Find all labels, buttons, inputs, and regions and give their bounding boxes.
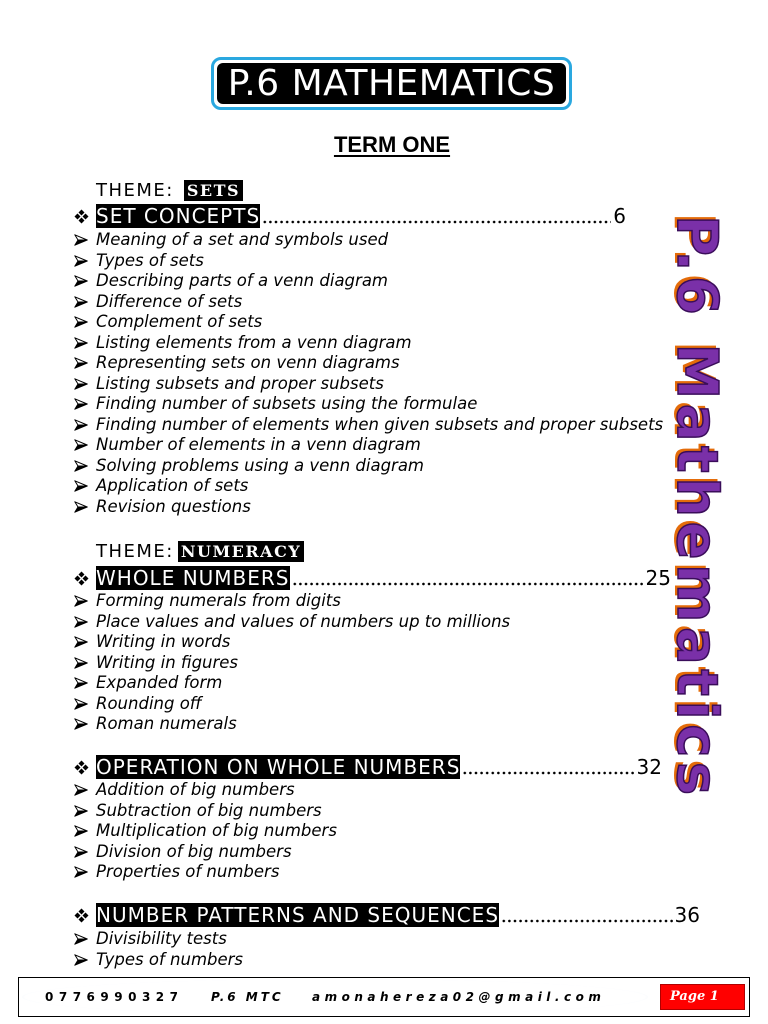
item-text: Types of numbers <box>96 949 244 969</box>
arrowhead-bullet-icon <box>74 636 88 648</box>
page-title: P.6 MATHEMATICS <box>227 62 556 104</box>
item-text: Number of elements in a venn diagram <box>96 435 421 454</box>
list-item <box>74 862 337 883</box>
list-item <box>74 476 663 497</box>
arrowhead-bullet-icon <box>74 419 88 431</box>
item-text: Forming numerals from digits <box>96 591 341 610</box>
diamond-bullet-icon <box>74 571 89 586</box>
arrowhead-bullet-icon <box>74 954 88 966</box>
list-item <box>74 374 663 395</box>
page-badge <box>660 984 745 1010</box>
list-item <box>74 271 663 292</box>
list-item <box>74 780 337 801</box>
item-text: Revision questions <box>96 496 251 516</box>
arrowhead-bullet-icon <box>74 398 88 410</box>
page-badge-label: Page 1 <box>670 989 719 1004</box>
topic-list <box>74 929 243 970</box>
arrowhead-bullet-icon <box>74 460 88 472</box>
arrowhead-bullet-icon <box>74 805 88 817</box>
item-text: Writing in figures <box>96 652 239 672</box>
theme-name: SETS <box>184 180 243 201</box>
theme-label: THEME: <box>96 540 174 562</box>
title-background <box>217 63 566 104</box>
side-banner: P.6 Mathematics <box>664 215 729 800</box>
item-text: Difference of sets <box>96 291 243 311</box>
arrowhead-bullet-icon <box>74 316 88 328</box>
arrowhead-bullet-icon <box>74 439 88 451</box>
item-text: Types of sets <box>96 250 204 270</box>
arrowhead-bullet-icon <box>74 677 88 689</box>
item-text: Complement of sets <box>96 312 263 331</box>
section-heading <box>74 566 671 590</box>
arrowhead-bullet-icon <box>74 933 88 945</box>
heading-label: OPERATION ON WHOLE NUMBERS <box>96 755 461 779</box>
arrowhead-bullet-icon <box>74 275 88 287</box>
list-item <box>74 694 510 715</box>
arrowhead-bullet-icon <box>74 616 88 628</box>
section-heading <box>74 903 700 927</box>
item-text: Addition of big numbers <box>96 780 295 799</box>
theme-name: NUMERACY <box>178 541 304 562</box>
arrowhead-bullet-icon <box>74 501 88 513</box>
item-text: Finding number of elements when given subsets and proper subsets <box>96 414 664 434</box>
term-heading-text: TERM ONE <box>333 132 451 157</box>
item-text: Writing in words <box>96 632 231 651</box>
arrowhead-bullet-icon <box>74 718 88 730</box>
item-text: Describing parts of a venn diagram <box>96 271 388 290</box>
item-text: Division of big numbers <box>96 841 292 861</box>
item-text: Listing subsets and proper subsets <box>96 373 384 393</box>
page-number: 25 <box>645 566 671 590</box>
list-item <box>74 821 337 842</box>
section-heading <box>74 204 626 228</box>
list-item <box>74 394 663 415</box>
arrowhead-bullet-icon <box>74 698 88 710</box>
arrowhead-bullet-icon <box>74 825 88 837</box>
footer <box>18 977 750 1017</box>
list-item <box>74 591 510 612</box>
diamond-bullet-icon <box>74 908 89 923</box>
list-item <box>74 950 243 971</box>
list-item <box>74 801 337 822</box>
arrowhead-bullet-icon <box>74 255 88 267</box>
item-text: Subtraction of big numbers <box>96 800 322 820</box>
topic-list <box>74 780 337 883</box>
leader-dots <box>462 771 634 775</box>
list-item <box>74 842 337 863</box>
diamond-bullet-icon <box>74 760 89 775</box>
theme-label: THEME: <box>96 179 174 201</box>
list-item <box>74 653 510 674</box>
leader-dots <box>501 919 673 923</box>
item-text: Solving problems using a venn diagram <box>96 455 425 475</box>
theme-line <box>96 177 243 203</box>
section-heading <box>74 755 662 779</box>
title-box <box>211 57 572 110</box>
diamond-bullet-icon <box>74 209 89 224</box>
item-text: Multiplication of big numbers <box>96 821 337 840</box>
item-text: Meaning of a set and symbols used <box>96 230 389 249</box>
heading-label: SET CONCEPTS <box>96 204 261 228</box>
arrowhead-bullet-icon <box>74 784 88 796</box>
leader-dots <box>262 220 611 224</box>
item-text: Expanded form <box>96 673 223 692</box>
arrowhead-bullet-icon <box>74 480 88 492</box>
list-item <box>74 333 663 354</box>
arrowhead-bullet-icon <box>74 657 88 669</box>
item-text: Rounding off <box>96 693 202 713</box>
list-item <box>74 612 510 633</box>
list-item <box>74 456 663 477</box>
list-item <box>74 415 663 436</box>
list-item <box>74 714 510 735</box>
list-item <box>74 435 663 456</box>
arrowhead-bullet-icon <box>74 846 88 858</box>
arrowhead-bullet-icon <box>74 595 88 607</box>
arrowhead-bullet-icon <box>74 234 88 246</box>
arrowhead-bullet-icon <box>74 866 88 878</box>
theme-line <box>96 538 304 564</box>
footer-email: amonahereza02@gmail.com <box>312 990 606 1004</box>
topic-list <box>74 230 663 517</box>
leader-dots <box>292 582 644 586</box>
item-text: Divisibility tests <box>96 929 227 948</box>
list-item <box>74 251 663 272</box>
item-text: Roman numerals <box>96 714 237 733</box>
item-text: Application of sets <box>96 476 249 495</box>
heading-label: WHOLE NUMBERS <box>96 566 290 590</box>
topic-list <box>74 591 510 735</box>
arrowhead-bullet-icon <box>74 296 88 308</box>
page-number: 32 <box>636 755 662 779</box>
arrowhead-bullet-icon <box>74 378 88 390</box>
item-text: Representing sets on venn diagrams <box>96 353 400 372</box>
arrowhead-bullet-icon <box>74 357 88 369</box>
term-heading <box>292 131 492 159</box>
heading-label: NUMBER PATTERNS AND SEQUENCES <box>96 903 500 927</box>
page-number: 36 <box>674 903 700 927</box>
list-item <box>74 673 510 694</box>
footer-phone: 0776990327 <box>45 990 184 1004</box>
list-item <box>74 632 510 653</box>
item-text: Listing elements from a venn diagram <box>96 332 412 352</box>
page-number: 6 <box>613 204 626 228</box>
item-text: Properties of numbers <box>96 862 280 881</box>
arrowhead-bullet-icon <box>74 337 88 349</box>
item-text: Place values and values of numbers up to millions <box>96 611 511 631</box>
list-item <box>74 292 663 313</box>
list-item <box>74 353 663 374</box>
list-item <box>74 230 663 251</box>
list-item <box>74 929 243 950</box>
list-item <box>74 497 663 518</box>
list-item <box>74 312 663 333</box>
footer-school: P.6 MTC <box>211 990 284 1004</box>
item-text: Finding number of subsets using the formulae <box>96 394 478 413</box>
